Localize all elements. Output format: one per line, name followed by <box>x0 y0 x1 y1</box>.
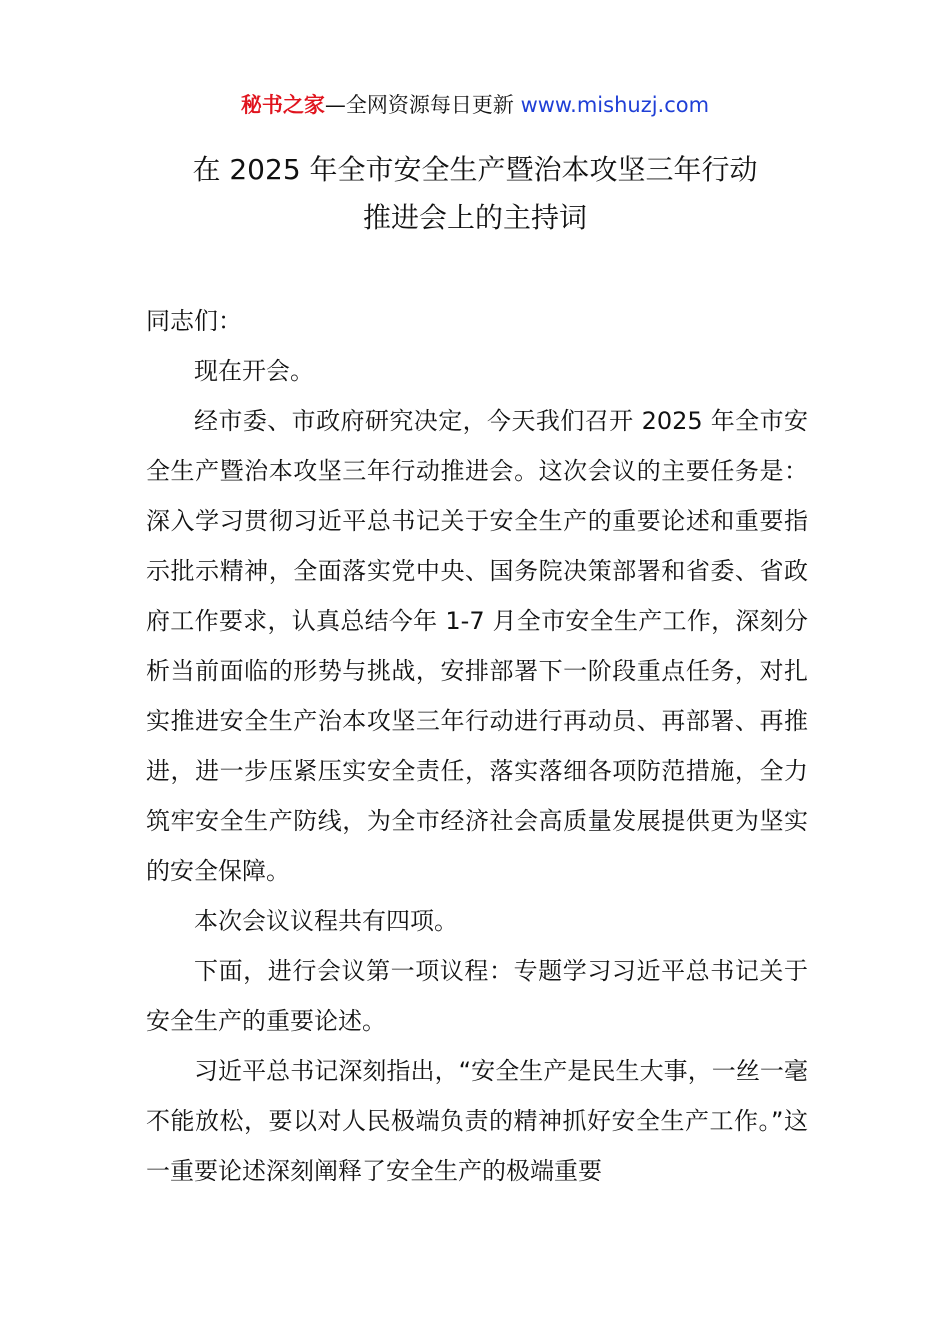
paragraph: 下面，进行会议第一项议程：专题学习习近平总书记关于安全生产的重要论述。 <box>146 957 808 1035</box>
document-body <box>146 296 808 1196</box>
salutation: 同志们： <box>146 307 242 335</box>
title-line-1: 在 2025 年全市安全生产暨治本攻坚三年行动 <box>192 153 758 186</box>
document-title <box>0 146 950 242</box>
brand-name: 秘书之家 <box>240 93 325 117</box>
paragraph: 现在开会。 <box>194 357 314 385</box>
site-url-link[interactable]: www.mishuzj.com <box>520 93 710 117</box>
paragraph: 经市委、市政府研究决定，今天我们召开 2025 年全市安全生产暨治本攻坚三年行动推进会。这次会议的主要任务是：深入学习贯彻习近平总书记关于安全生产的重要论述和重要指示批示精神，全面落实党中央、国务院决策部署和省委、省政府工作要求，认真总结今年 1-7 月全市安全生产工作，深刻分析当前面临的形势与挑战，安排部署下一阶段重点任务，对扎实推进安全生产治本攻坚三年行动进行再动员、再部署、再推进，进一步压紧压实安全责任，落实落细各项防范措施，全力筑牢安全生产防线，为全市经济社会高质量发展提供更为坚实的安全保障。 <box>146 407 808 885</box>
title-line-2: 推进会上的主持词 <box>362 201 587 234</box>
site-header <box>0 88 950 122</box>
paragraph: 本次会议议程共有四项。 <box>194 907 458 935</box>
header-tagline: —全网资源每日更新 <box>324 93 521 117</box>
paragraph: 习近平总书记深刻指出，“安全生产是民生大事，一丝一毫不能放松，要以对人民极端负责的精神抓好安全生产工作。”这一重要论述深刻阐释了安全生产的极端重要 <box>146 1057 808 1185</box>
